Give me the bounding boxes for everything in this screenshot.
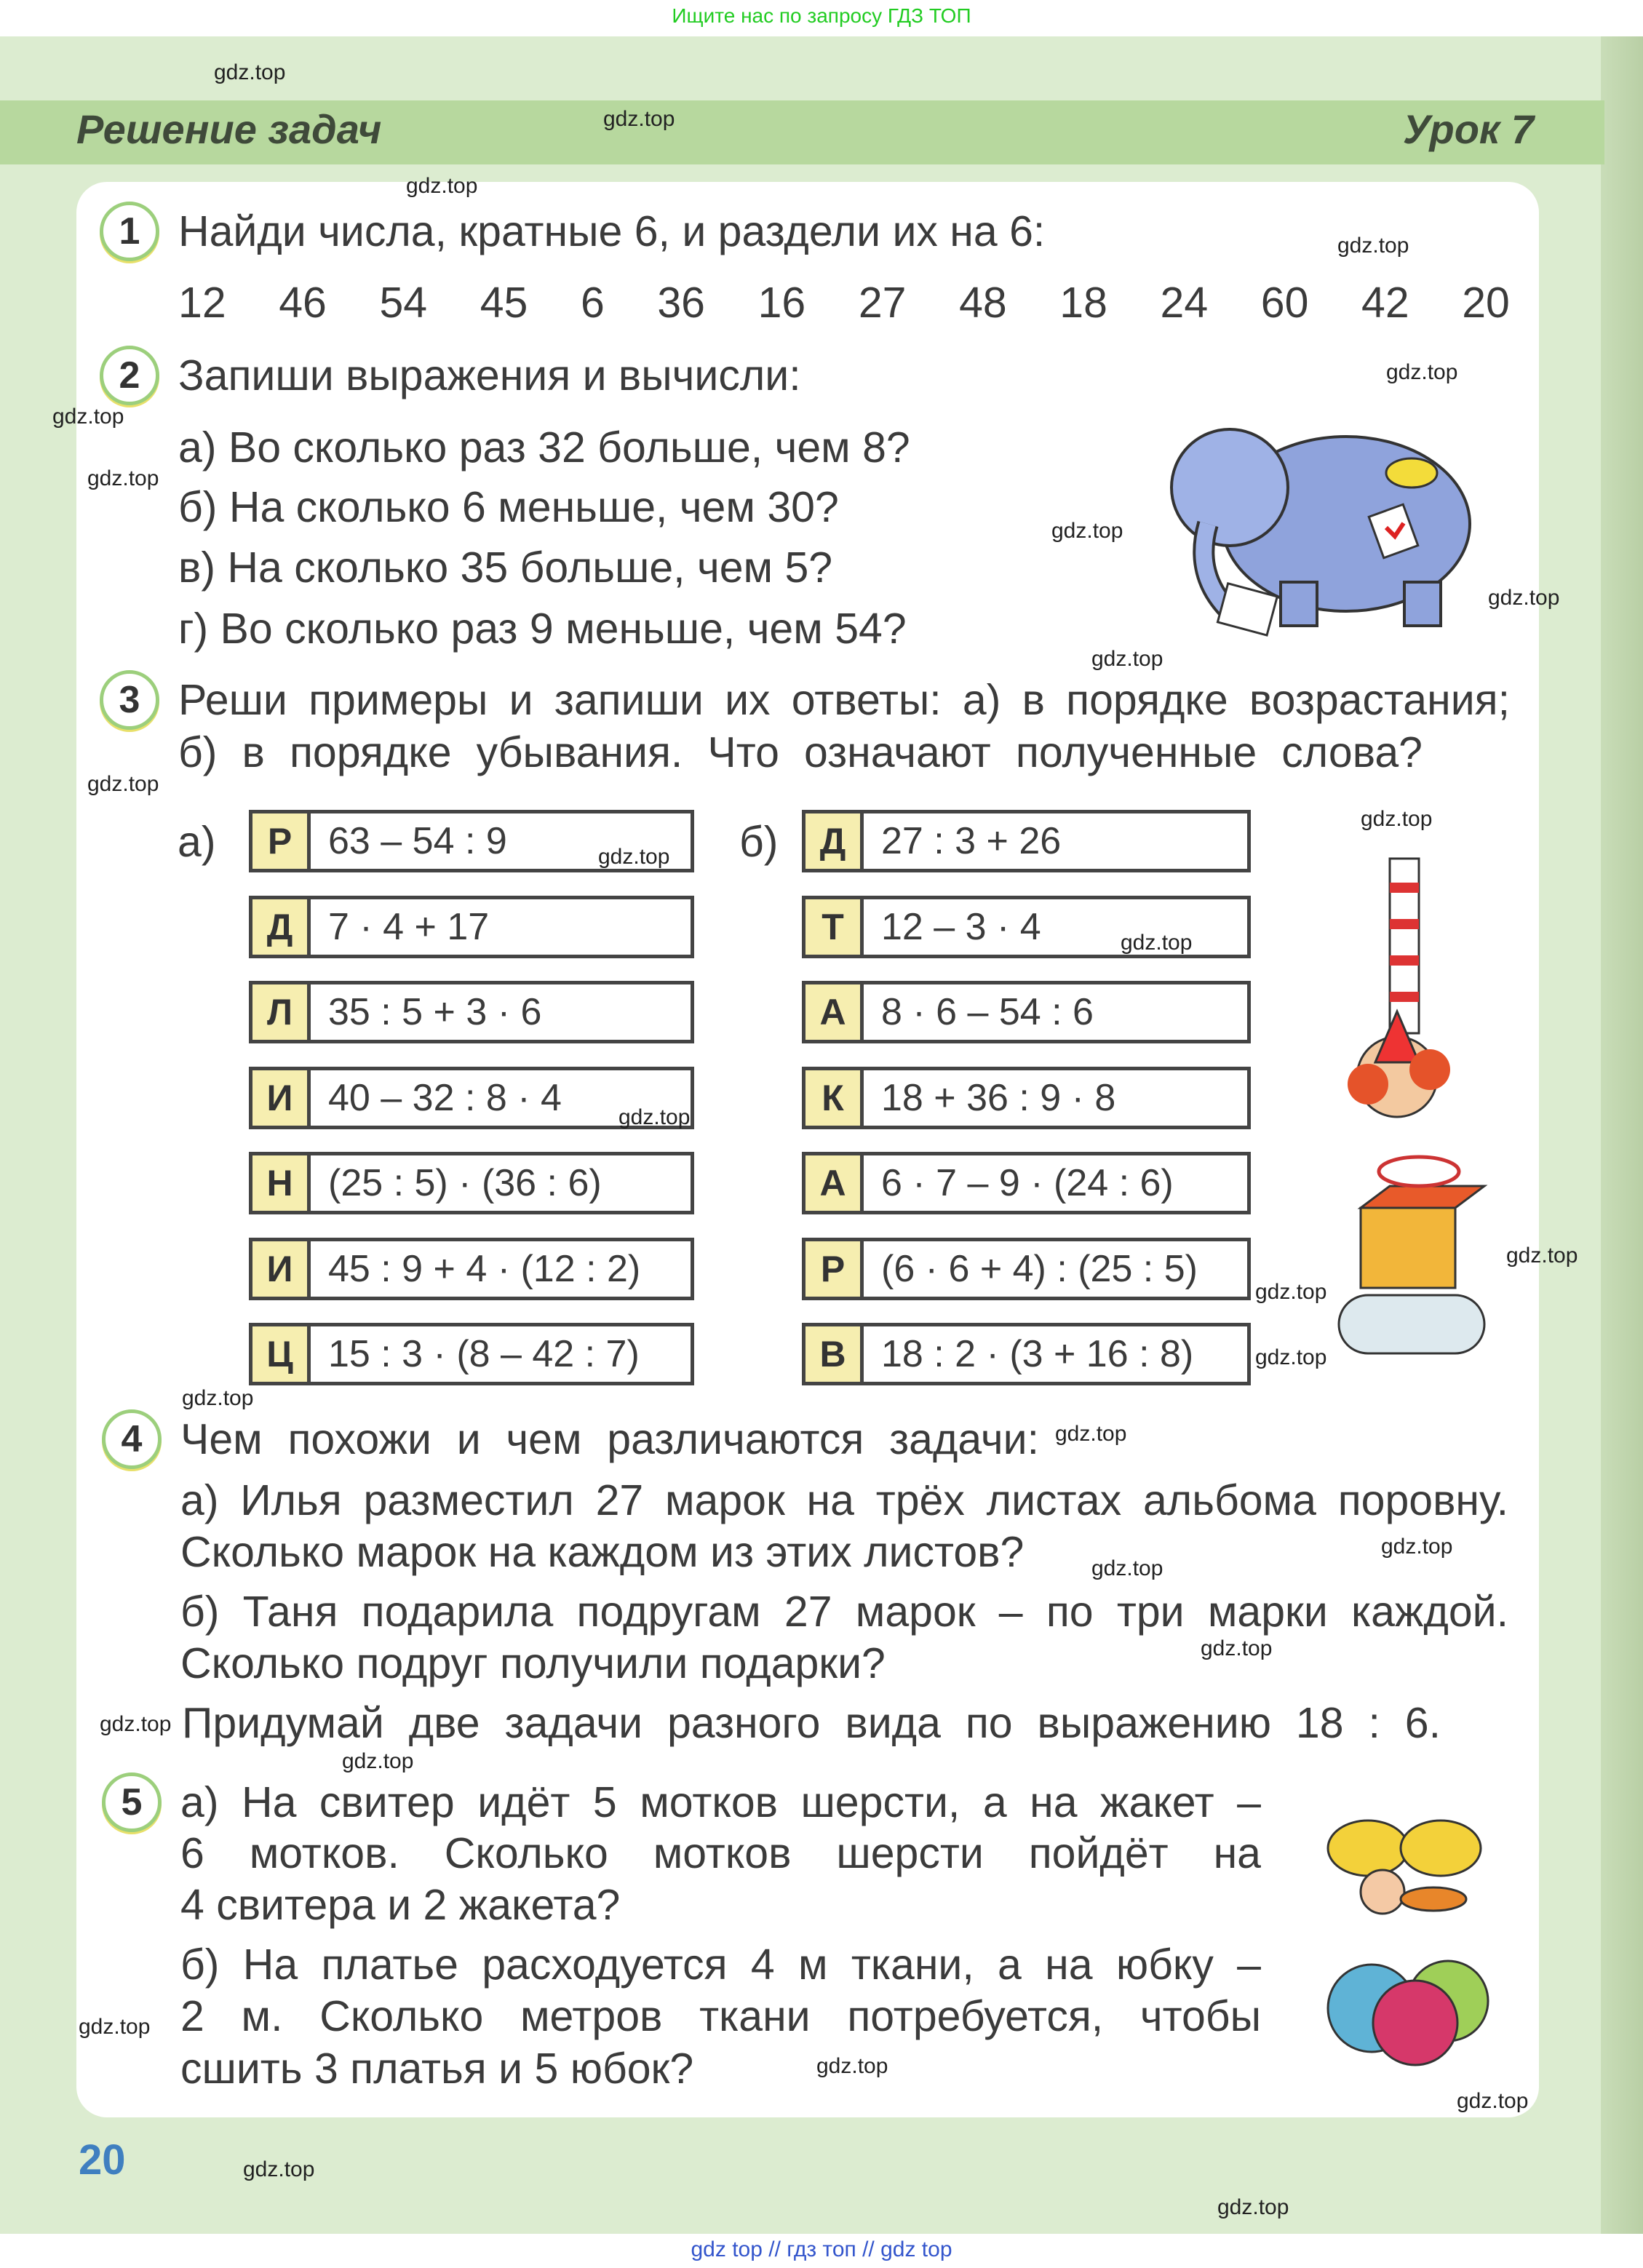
task1-number: 36 [657,279,705,327]
watermark: gdz.top [182,1386,254,1410]
letter-cell: Р [252,813,311,869]
task4-a-line2: Сколько марок на каждом из этих листов? [180,1528,1025,1576]
task1-number: 18 [1059,279,1107,327]
letter-cell: Д [805,813,864,869]
task4-text: Чем похожи и чем различаются задачи: [180,1415,1039,1463]
expression: 18 + 36 : 9 · 8 [881,1076,1116,1119]
letter-cell: К [805,1070,864,1126]
expression: 45 : 9 + 4 · (12 : 2) [328,1247,641,1290]
watermark: gdz.top [79,2015,151,2039]
watermark: gdz.top [603,107,675,131]
task5-a-line1: а) На свитер идёт 5 мотков шерсти, а на жакет – [180,1778,1261,1826]
expression-card [249,896,694,958]
task-number-3: 3 [100,670,159,730]
letter-cell: Н [252,1155,311,1211]
task1-number: 12 [178,279,226,327]
column-b-label: б) [739,818,779,866]
task-number-5: 5 [102,1772,162,1832]
column-a-label: а) [178,818,216,866]
task1-number: 46 [279,279,327,327]
task1-number: 27 [858,279,907,327]
watermark: gdz.top [406,174,478,198]
task5-b-line3: сшить 3 платья и 5 юбок? [180,2045,694,2093]
expression-card [802,1238,1251,1300]
expression: 40 – 32 : 8 · 4 [328,1076,562,1119]
expression-card [249,1323,694,1385]
letter-cell: Д [252,899,311,955]
expression-card [249,1152,694,1214]
watermark: gdz.top [598,845,670,869]
task5-a-line2: 6 мотков. Сколько мотков шерсти пойдёт на [180,1829,1261,1877]
expression: 15 : 3 · (8 – 42 : 7) [328,1333,640,1375]
expression-card [802,1152,1251,1214]
expression: 63 – 54 : 9 [328,820,507,862]
task1-number: 60 [1260,279,1309,327]
lesson-label: Урок 7 [1402,106,1534,152]
expression: 7 · 4 + 17 [328,905,490,948]
letter-cell: А [805,1155,864,1211]
expression: 12 – 3 · 4 [881,905,1041,948]
expression: 8 · 6 – 54 : 6 [881,991,1094,1033]
watermark: gdz.top [243,2157,315,2181]
watermark: gdz.top [816,2054,888,2078]
page-edge [1601,36,1643,2234]
expression-card [802,810,1251,872]
task4-extra: Придумай две задачи разного вида по выражению 18 : 6. [182,1699,1441,1747]
task2-item-b: б) На сколько 6 меньше, чем 30? [178,483,839,531]
watermark: gdz.top [1217,2195,1289,2219]
watermark: gdz.top [1506,1244,1578,1268]
letter-cell: И [252,1070,311,1126]
watermark: gdz.top [1091,647,1163,671]
task-number-2: 2 [100,346,159,405]
letter-cell: А [805,984,864,1040]
watermark: gdz.top [100,1712,172,1736]
task1-number: 16 [757,279,806,327]
watermark: gdz.top [1457,2089,1529,2113]
task3-line2: б) в порядке убывания. Что означают полученные слова? [178,728,1423,776]
task1-number: 20 [1462,279,1510,327]
task1-number: 48 [959,279,1007,327]
watermark: gdz.top [1488,586,1560,610]
expression-card [802,981,1251,1043]
task1-number: 54 [379,279,428,327]
task4-b-line2: Сколько подруг получили подарки? [180,1639,886,1687]
expression-card [802,1067,1251,1129]
expression: (6 · 6 + 4) : (25 : 5) [881,1247,1198,1290]
task2-item-c: в) На сколько 35 больше, чем 5? [178,544,833,592]
watermark: gdz.top [1337,234,1409,258]
watermark: gdz.top [1386,360,1458,384]
watermark: gdz.top [52,405,124,429]
letter-cell: Р [805,1241,864,1297]
task4-a-line1: а) Илья разместил 27 марок на трёх листах альбома поровну. [180,1476,1508,1524]
watermark: gdz.top [1051,519,1123,543]
task-number-1: 1 [100,202,159,261]
letter-cell: Т [805,899,864,955]
expression-card [249,1238,694,1300]
task1-number: 24 [1160,279,1209,327]
watermark: gdz.top [1255,1280,1327,1304]
watermark: gdz.top [1255,1345,1327,1369]
letter-cell: Л [252,984,311,1040]
task5-b-line1: б) На платье расходуется 4 м ткани, а на юбку – [180,1941,1261,1989]
watermark: gdz.top [87,772,159,796]
task-number-4: 4 [102,1409,162,1469]
expression-card [249,981,694,1043]
page-number: 20 [79,2136,126,2184]
task1-number: 42 [1361,279,1409,327]
page-title: Решение задач [76,106,382,152]
task4-b-line1: б) Таня подарила подругам 27 марок – по три марки каждой. [180,1588,1508,1636]
expression: 18 : 2 · (3 + 16 : 8) [881,1333,1194,1375]
watermark: gdz.top [1091,1556,1163,1580]
elephant-illustration [1164,407,1499,640]
expression-card [802,1323,1251,1385]
task2-item-d: г) Во сколько раз 9 меньше, чем 54? [178,605,907,653]
expression: 6 · 7 – 9 · (24 : 6) [881,1162,1174,1204]
watermark: gdz.top [1381,1535,1453,1559]
task1-number: 6 [580,279,605,327]
task1-number: 45 [480,279,528,327]
task2-text: Запиши выражения и вычисли: [178,351,801,399]
task3-line1: Реши примеры и запиши их ответы: а) в порядке возрастания; [178,676,1510,724]
task1-numbers [178,278,1510,327]
task2-item-a: а) Во сколько раз 32 больше, чем 8? [178,423,910,471]
letter-cell: Ц [252,1326,311,1382]
clown-illustration [1332,844,1499,1368]
watermark: gdz.top [1201,1636,1273,1660]
watermark: gdz.top [1121,931,1193,955]
watermark: gdz.top [87,466,159,490]
watermark: gdz.top [214,60,286,84]
butterfly-yarn-illustration [1324,1812,1492,2066]
letter-cell: И [252,1241,311,1297]
letter-cell: В [805,1326,864,1382]
watermark: gdz.top [1055,1422,1127,1446]
expression: 35 : 5 + 3 · 6 [328,991,542,1033]
task1-text: Найди числа, кратные 6, и раздели их на 6: [178,207,1046,255]
watermark: gdz.top [342,1749,414,1773]
task5-b-line2: 2 м. Сколько метров ткани потребуется, чтобы [180,1992,1261,2040]
watermark: gdz.top [1361,807,1433,831]
task5-a-line3: 4 свитера и 2 жакета? [180,1881,621,1929]
expression: (25 : 5) · (36 : 6) [328,1162,602,1204]
footer-banner: gdz top // гдз топ // gdz top [0,2234,1643,2268]
watermark: gdz.top [618,1105,691,1129]
expression: 27 : 3 + 26 [881,820,1062,862]
search-banner: Ищите нас по запросу ГДЗ ТОП [0,0,1643,36]
